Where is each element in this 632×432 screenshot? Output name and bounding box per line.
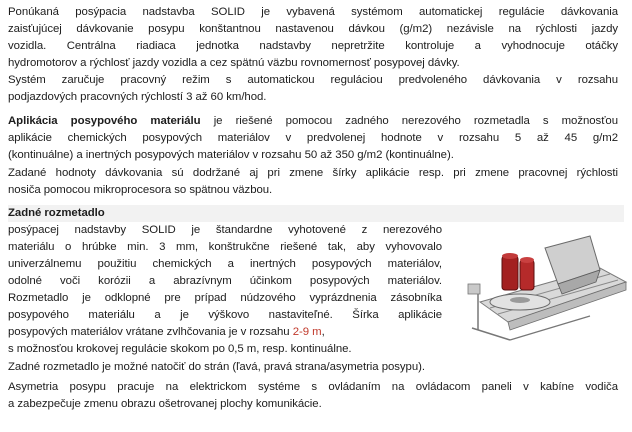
para1-line4: hydromotorov a rýchlosť jazdy vozidla a cez spätnú väzbu rovnomernosť posypovej dávky. <box>8 57 460 69</box>
para3-line1-rest: je riešené pomocou zadného nerezového rozmetadla s možnosťou <box>200 115 618 127</box>
para4-line2: nosiča pomocou mikroprocesora so spätnou väzbou. <box>8 184 273 196</box>
para2-line2: podjazdových pracovných rýchlostí 3 až 60 km/hod. <box>8 91 267 103</box>
para5-line4: odolné voči korózii a abrazívnym účinkom posypových materiálov. <box>8 275 442 287</box>
para5-line8: s možnosťou krokovej regulácie skokom po 0,5 m, resp. kontinuálne. <box>8 343 352 355</box>
para1-line1: Ponúkaná posýpacia nadstavba SOLID je vybavená systémom automatickej regulácie dávkovania <box>8 6 618 18</box>
para5-line5: Rozmetadlo je odklopné pre prípad núdzového vyprázdnenia zásobníka <box>8 292 442 304</box>
section-heading: Zadné rozmetadlo <box>8 207 105 219</box>
para1-line3: vozidla. Centrálna riadiaca jednotka nadstavby nepretržite kontroluje a vyhodnocuje otáčky <box>8 40 618 52</box>
para5-line7 <box>8 324 325 341</box>
para3-line3: (kontinuálne) a inertných posypových materiálov v rozsahu 50 až 350 g/m2 (kontinuálne). <box>8 149 454 161</box>
para5-line3: univerzálnemu použitiu chemických a inertných posypových materiálov, <box>8 258 442 270</box>
spread-width-range: 2-9 m <box>292 326 322 338</box>
para6-line1: Zadné rozmetadlo je možné natočiť do strán (ľavá, pravá strana/asymetria posypu). <box>8 361 425 373</box>
para5-line7-a: posypových materiálov vrátane zvlhčovania je v rozsahu <box>8 326 293 338</box>
para3-bold-lead: Aplikácia posypového materiálu <box>8 115 201 127</box>
para7-line2: a zabezpečuje zmenu obrazu ošetrovanej plochy komunikácie. <box>8 398 322 410</box>
para5-line6: posypového materiálu a je výškovo nastaviteľné. Šírka aplikácie <box>8 309 442 321</box>
rear-spreader-illustration-icon <box>450 230 630 350</box>
para3-line2: aplikácie chemických posypových materiálov v predvolenej hodnote v rozsahu 5 až 45 g/m2 <box>8 132 618 144</box>
para5-line2: materiálu o hrúbke min. 3 mm, konštrukčne riešené tak, aby vyhovovalo <box>8 241 442 253</box>
para5-line1: posýpacej nadstavby SOLID je štandardne vyhotovené z nerezového <box>8 224 442 236</box>
para3-line1 <box>8 113 618 130</box>
para7-line1: Asymetria posypu pracuje na elektrickom systéme s ovládaním na ovládacom paneli v kabíne vodiča <box>8 381 618 393</box>
para4-line1: Zadané hodnoty dávkovania sú dodržané aj pri zmene šírky aplikácie resp. pri zmene pracovnej rýchlosti <box>8 167 618 179</box>
para5-line7-b: , <box>321 326 325 338</box>
para2-line1: Systém zaručuje pracovný režim s automatickou reguláciou predvoleného dávkovania v rozsahu <box>8 74 618 86</box>
para1-line2: zaisťujúcej dávkovanie posypu konštantnou nastavenou dávkou (g/m2) nezávisle na rýchlosti jazdy <box>8 23 618 35</box>
